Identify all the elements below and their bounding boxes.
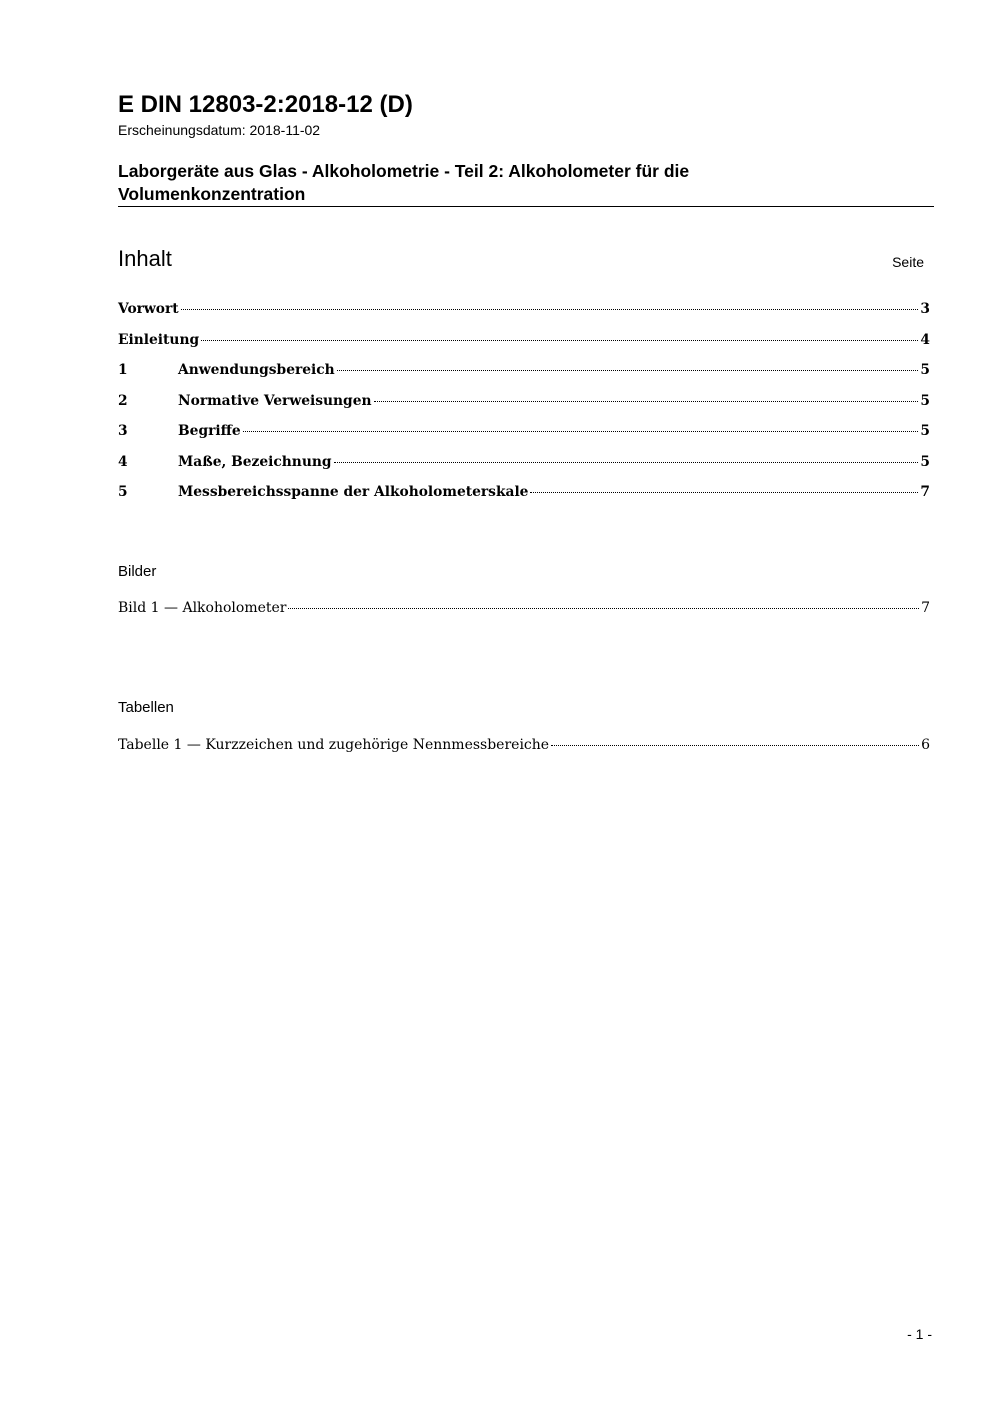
figure-entry-page: 7 xyxy=(921,600,930,616)
toc-entry-page: 5 xyxy=(920,423,930,439)
tables-heading: Tabellen xyxy=(118,699,174,716)
publication-date: Erscheinungsdatum: 2018-11-02 xyxy=(118,122,321,138)
toc-heading: Inhalt xyxy=(118,246,172,271)
toc-entry-label: Normative Verweisungen xyxy=(178,392,372,409)
toc-entry-anwendungsbereich[interactable] xyxy=(118,362,930,393)
dot-leader xyxy=(334,462,919,463)
figure-entry-label: Bild 1 — Alkoholometer xyxy=(118,600,287,616)
toc-entry-label: Maße, Bezeichnung xyxy=(178,453,332,470)
table-entry-kurzzeichen[interactable] xyxy=(118,737,930,768)
page-column-heading: Seite xyxy=(892,254,924,270)
toc-entry-begriffe[interactable] xyxy=(118,423,930,454)
toc-entry-label: Einleitung xyxy=(118,331,200,348)
toc-entry-einleitung[interactable] xyxy=(118,332,930,363)
dot-leader xyxy=(530,492,918,493)
figures-heading: Bilder xyxy=(118,563,157,580)
table-entry-label: Tabelle 1 — Kurzzeichen und zugehörige Nennmessbereiche xyxy=(118,737,550,753)
toc-entry-label: Messbereichsspanne der Alkoholometerskale xyxy=(178,484,529,500)
page-number: - 1 - xyxy=(907,1326,932,1342)
toc-entry-page: 4 xyxy=(920,331,930,348)
toc-entry-normative-verweisungen[interactable] xyxy=(118,393,930,424)
toc-entry-page: 5 xyxy=(920,392,930,409)
header-divider xyxy=(118,206,934,207)
toc-entry-number: 1 xyxy=(118,362,128,378)
dot-leader xyxy=(551,745,919,746)
dot-leader xyxy=(374,401,919,402)
toc-entry-page: 7 xyxy=(920,484,930,500)
toc-entry-messbereichsspanne[interactable] xyxy=(118,484,930,515)
document-title: E DIN 12803-2:2018-12 (D) xyxy=(118,91,413,118)
toc-entry-number: 3 xyxy=(118,423,128,439)
document-subtitle: Laborgeräte aus Glas - Alkoholometrie - Teil 2: Alkoholometer für die Volumenkonzentration xyxy=(118,161,690,204)
dot-leader xyxy=(243,431,919,432)
toc-entry-label: Vorwort xyxy=(118,301,179,317)
toc-entry-label: Anwendungsbereich xyxy=(178,362,335,378)
figure-entry-alkoholometer[interactable] xyxy=(118,600,930,631)
toc-entry-number: 2 xyxy=(118,392,128,409)
toc-entry-label: Begriffe xyxy=(178,423,241,439)
figures-list xyxy=(118,600,930,631)
toc-entry-page: 5 xyxy=(920,362,930,378)
table-entry-page: 6 xyxy=(921,737,930,753)
toc-entry-page: 5 xyxy=(920,453,930,470)
toc-entry-vorwort[interactable] xyxy=(118,301,930,332)
toc-entry-page: 3 xyxy=(920,301,930,317)
toc-entry-number: 5 xyxy=(118,484,128,500)
dot-leader xyxy=(181,309,919,310)
toc-entry-masse-bezeichnung[interactable] xyxy=(118,454,930,485)
dot-leader xyxy=(288,608,919,609)
toc-entry-number: 4 xyxy=(118,453,128,470)
dot-leader xyxy=(337,370,919,371)
toc-list xyxy=(118,301,930,515)
tables-list xyxy=(118,737,930,768)
dot-leader xyxy=(201,340,918,341)
